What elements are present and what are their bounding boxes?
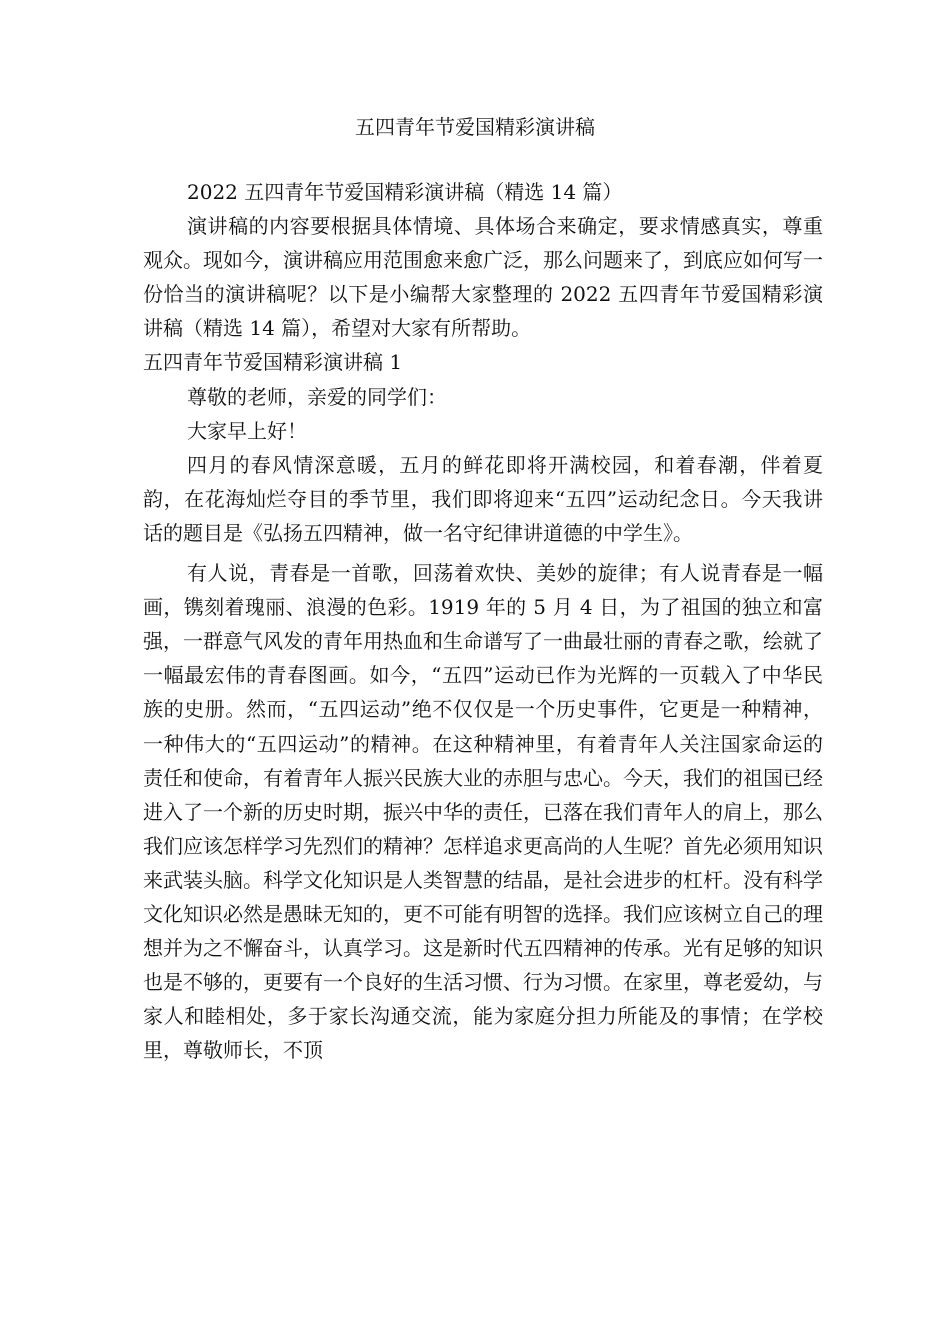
document-body bbox=[143, 175, 823, 1067]
greeting: 大家早上好！ bbox=[187, 418, 307, 443]
intro-paragraph: 演讲稿的内容要根据具体情境、具体场合来确定，要求情感真实，尊重观众。现如今，演讲稿应用范围愈来愈广泛，那么问题来了，到底应如何写一份恰当的演讲稿呢？以下是小编帮大家整理的 2022 五四青年节爱国精彩演讲稿（精选 14 篇），希望对大家有所帮助。 bbox=[143, 214, 823, 341]
speech-paragraph-2: 有人说，青春是一首歌，回荡着欢快、美妙的旋律；有人说青春是一幅画，镌刻着瑰丽、浪漫的色彩。1919 年的 5 月 4 日，为了祖国的独立和富强，一群意气风发的青年用热血和生命谱写了一曲最壮丽的青春之歌，绘就了一幅最宏伟的青春图画。如今，“五四”运动已作为光辉的一页载入了中华民族的史册。然而，“五四运动”绝不仅仅是一个历史事件，它更是一种精神，一种伟大的“五四运动”的精神。在这种精神里，有着青年人关注国家命运的责任和使命，有着青年人振兴民族大业的赤胆与忠心。今天，我们的祖国已经进入了一个新的历史时期，振兴中华的责任，已落在我们青年人的肩上，那么我们应该怎样学习先烈们的精神？怎样追求更高尚的人生呢？首先必须用知识来武装头脑。科学文化知识是人类智慧的结晶，是社会进步的杠杆。没有科学文化知识必然是愚昧无知的，更不可能有明智的选择。我们应该树立自己的理想并为之不懈奋斗，认真学习。这是新时代五四精神的传承。光有足够的知识也是不够的，更要有一个良好的生活习惯、行为习惯。在家里，尊老爱幼，与家人和睦相处，多于家长沟通交流，能为家庭分担力所能及的事情；在学校里，尊敬师长，不顶 bbox=[143, 561, 823, 1063]
subtitle-line: 2022 五四青年节爱国精彩演讲稿（精选 14 篇） bbox=[187, 180, 623, 204]
salutation: 尊敬的老师，亲爱的同学们： bbox=[187, 384, 447, 409]
speech-paragraph-1: 四月的春风情深意暖，五月的鲜花即将开满校园，和着春潮，伴着夏韵，在花海灿烂夺目的季节里，我们即将迎来“五四”运动纪念日。今天我讲话的题目是《弘扬五四精神，做一名守纪律讲道德的中学生》。 bbox=[143, 452, 823, 545]
section-heading: 五四青年节爱国精彩演讲稿 1 bbox=[143, 350, 403, 375]
document-title: 五四青年节爱国精彩演讲稿 bbox=[355, 115, 595, 139]
